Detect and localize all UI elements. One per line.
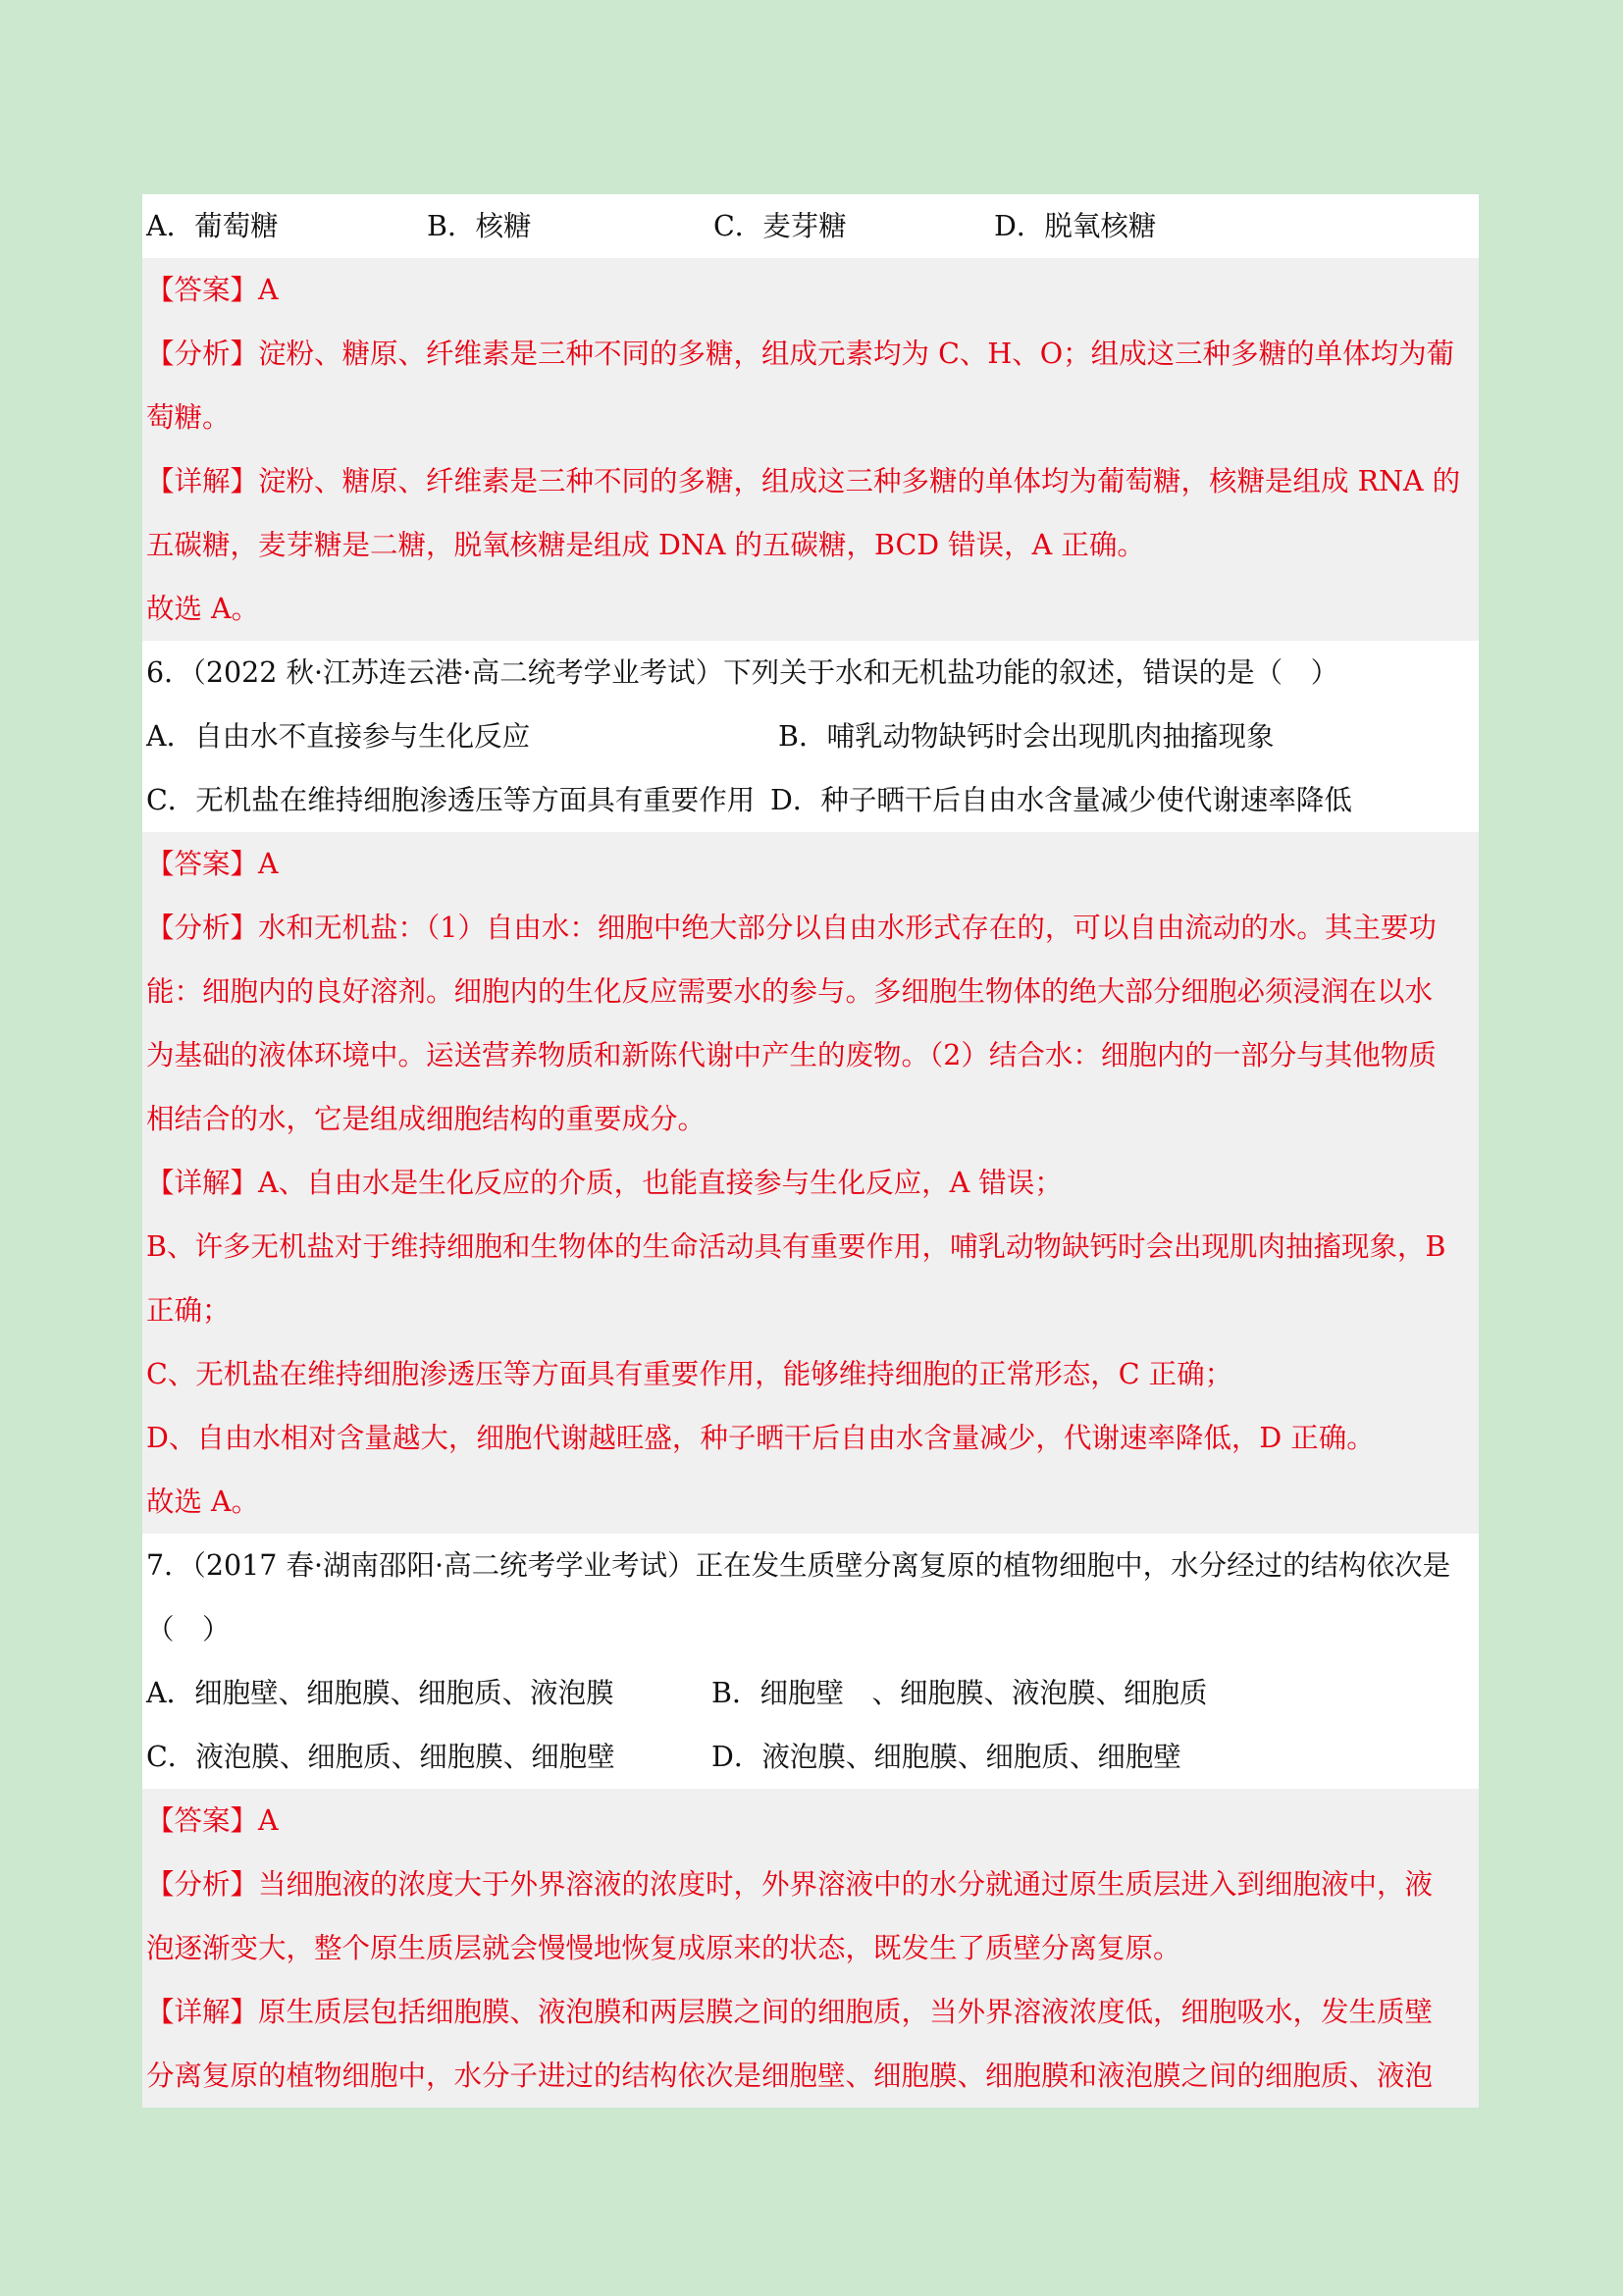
q6-detail-line-4: C、无机盐在维持细胞渗透压等方面具有重要作用，能够维持细胞的正常形态，C 正确； <box>142 1342 1479 1406</box>
q5-answer-value: A <box>258 274 279 306</box>
q6-options-row-2 <box>142 768 1479 832</box>
q5-detail-line-2 <box>142 513 1479 577</box>
q5-choice: 故选 A。 <box>142 577 1479 641</box>
q5-analysis-text-1: 淀粉、糖原、纤维素是三种不同的多糖，组成元素均为 C、H、O；组成这三种多糖的单体均为葡 <box>258 338 1455 370</box>
q7-detail-text-1: 原生质层包括细胞膜、液泡膜和两层膜之间的细胞质，当外界溶液浓度低，细胞吸水，发生质壁 <box>258 1996 1434 2028</box>
q5-detail-text-2: 五碳糖，麦芽糖是二糖，脱氧核糖是组成 DNA 的五碳糖，BCD 错误，A 正确。 <box>146 529 1145 561</box>
q6-choice: 故选 A。 <box>142 1470 1479 1534</box>
q6-detail-line-5: D、自由水相对含量越大，细胞代谢越旺盛，种子晒干后自由水含量减少，代谢速率降低，D 正确。 <box>142 1406 1479 1470</box>
q7-analysis-tag: 【分析】 <box>146 1868 259 1901</box>
q6-stem: 6．（2022 秋·江苏连云港·高二统考学业考试）下列关于水和无机盐功能的叙述，错误的是（ ） <box>146 656 1339 689</box>
q7-option-d: D．液泡膜、细胞膜、细胞质、细胞壁 <box>711 1741 1181 1773</box>
q7-option-a: A．细胞壁、细胞膜、细胞质、液泡膜 <box>146 1677 614 1709</box>
q6-options-row-1 <box>142 704 1479 768</box>
q6-option-c: C．无机盐在维持细胞渗透压等方面具有重要作用 <box>146 784 756 816</box>
q7-option-b: B．细胞壁 、细胞膜、液泡膜、细胞质 <box>711 1677 1208 1709</box>
q6-analysis-text-1: 水和无机盐：（1）自由水：细胞中绝大部分以自由水形式存在的，可以自由流动的水。其主要功 <box>258 912 1437 944</box>
q7-answer-value: A <box>258 1804 279 1837</box>
q6-analysis-line-4: 相结合的水，它是组成细胞结构的重要成分。 <box>142 1087 1479 1151</box>
q6-analysis-line-1 <box>142 896 1479 960</box>
q6-analysis-tag: 【分析】 <box>146 912 259 944</box>
q7-detail-line-2: 分离复原的植物细胞中，水分子进过的结构依次是细胞壁、细胞膜、细胞膜和液泡膜之间的细胞质、液泡 <box>142 2044 1479 2108</box>
q7-answer-tag: 【答案】 <box>146 1804 259 1837</box>
q5-detail-line-1 <box>142 449 1479 513</box>
q5-option-a: A．葡萄糖 <box>146 210 279 242</box>
q5-analysis-tag: 【分析】 <box>146 338 259 370</box>
q7-stem-line-1: 7．（2017 春·湖南邵阳·高二统考学业考试）正在发生质壁分离复原的植物细胞中，水分经过的结构依次是 <box>146 1549 1451 1582</box>
document-page <box>142 194 1479 2106</box>
q7-answer <box>142 1789 1479 1852</box>
q6-detail-line-1 <box>142 1151 1479 1215</box>
q7-options-row-1 <box>142 1661 1479 1725</box>
q7-analysis-line-2: 泡逐渐变大，整个原生质层就会慢慢地恢复成原来的状态，既发生了质壁分离复原。 <box>142 1916 1479 1980</box>
q5-answer <box>142 258 1479 322</box>
q5-options-row <box>142 194 1479 258</box>
q7-detail-line-1 <box>142 1980 1479 2044</box>
q5-answer-tag: 【答案】 <box>146 274 259 306</box>
q7-detail-tag: 【详解】 <box>146 1996 259 2028</box>
q6-option-a: A．自由水不直接参与生化反应 <box>146 720 531 753</box>
q5-option-b: B．核糖 <box>427 210 532 242</box>
q7-analysis-text-1: 当细胞液的浓度大于外界溶液的浓度时，外界溶液中的水分就通过原生质层进入到细胞液中，液 <box>258 1868 1434 1901</box>
q6-detail-tag: 【详解】 <box>146 1167 259 1199</box>
q7-options-row-2 <box>142 1725 1479 1789</box>
q6-option-d: D．种子晒干后自由水含量减少使代谢速率降低 <box>770 784 1352 816</box>
q5-option-d: D．脱氧核糖 <box>994 210 1157 242</box>
q6-option-b: B．哺乳动物缺钙时会出现肌肉抽搐现象 <box>778 720 1275 753</box>
q6-detail-line-2: B、许多无机盐对于维持细胞和生物体的生命活动具有重要作用，哺乳动物缺钙时会出现肌肉抽搐现象，B <box>142 1215 1479 1278</box>
q7-stem-line-2: （ ） <box>146 1613 231 1645</box>
q6-answer <box>142 832 1479 896</box>
q5-analysis-text-2: 萄糖。 <box>146 401 231 434</box>
q6-analysis-line-3: 为基础的液体环境中。运送营养物质和新陈代谢中产生的废物。（2）结合水：细胞内的一部分与其他物质 <box>142 1023 1479 1087</box>
q6-detail-line-3: 正确； <box>142 1278 1479 1342</box>
q5-analysis-line-1 <box>142 322 1479 386</box>
q7-option-c: C．液泡膜、细胞质、细胞膜、细胞壁 <box>146 1741 615 1773</box>
q5-option-c: C．麦芽糖 <box>713 210 847 242</box>
q6-answer-value: A <box>258 848 279 880</box>
q6-detail-text-1: A、自由水是生化反应的介质，也能直接参与生化反应，A 错误； <box>258 1167 1063 1199</box>
q5-detail-tag: 【详解】 <box>146 465 259 497</box>
q5-analysis-line-2 <box>142 386 1479 449</box>
q5-detail-text-1: 淀粉、糖原、纤维素是三种不同的多糖，组成这三种多糖的单体均为葡萄糖，核糖是组成 RNA 的 <box>258 465 1461 497</box>
q7-analysis-line-1 <box>142 1852 1479 1916</box>
q6-answer-tag: 【答案】 <box>146 848 259 880</box>
q6-analysis-line-2: 能：细胞内的良好溶剂。细胞内的生化反应需要水的参与。多细胞生物体的绝大部分细胞必须浸润在以水 <box>142 960 1479 1023</box>
